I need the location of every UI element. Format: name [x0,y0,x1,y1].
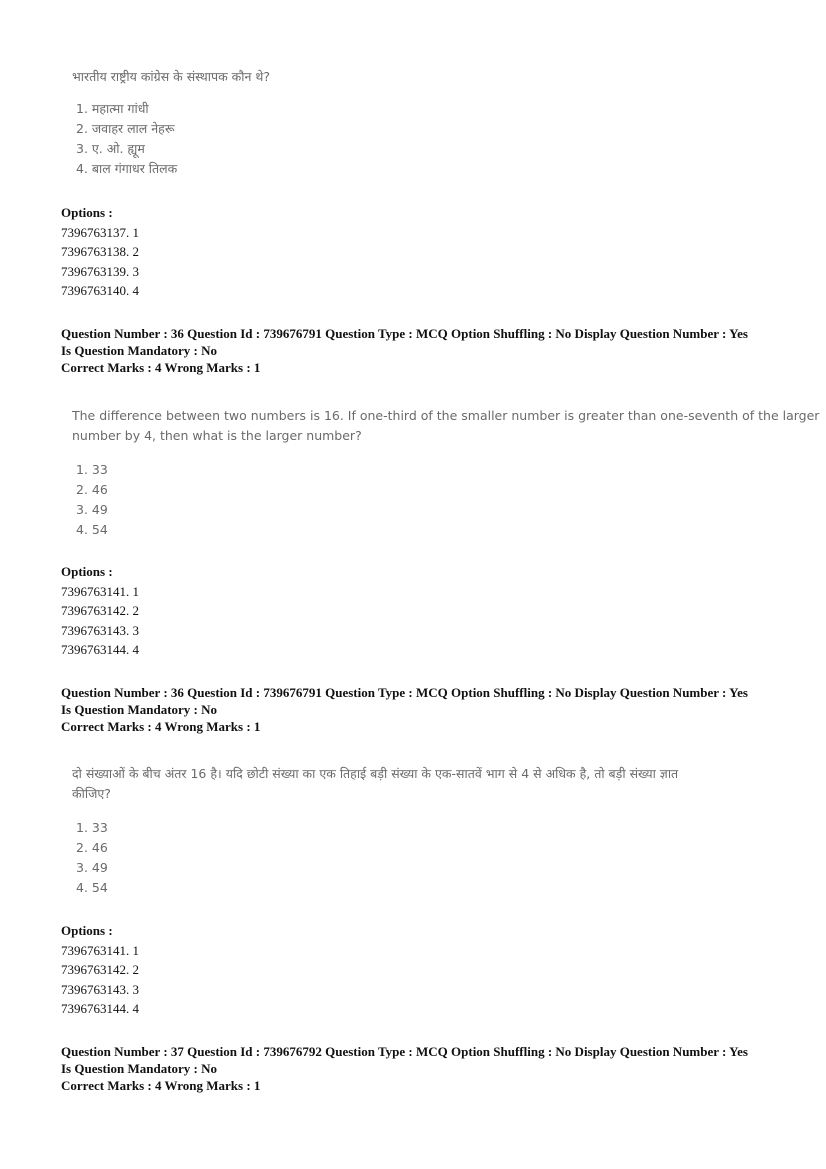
question-marks-line: Correct Marks : 4 Wrong Marks : 1 [61,1078,261,1093]
option-id-item: 7396763141. 1 [61,583,139,599]
choice-item: 3. 49 [76,502,108,517]
choice-list [72,99,270,179]
choice-item: 2. जवाहर लाल नेहरू [76,121,175,136]
options-heading: Options : [61,923,113,938]
options-heading: Options : [61,205,113,220]
question-meta-36a [61,326,781,377]
choice-item: 2. 46 [76,840,108,855]
question-meta-line: Is Question Mandatory : No [61,342,218,358]
choice-item: 1. महात्मा गांधी [76,101,149,116]
question-meta-36b [61,685,781,736]
question-stem: The difference between two numbers is 16. If one-third of the smaller number is greater than one-seventh of the larger [72,408,820,423]
choice-item: 2. 46 [76,482,108,497]
question-stem: कीजिए? [72,786,111,801]
question-image-english-36 [72,406,819,540]
choice-item: 3. ए. ओ. ह्यूम [76,141,145,156]
question-marks-line: Correct Marks : 4 Wrong Marks : 1 [61,360,261,375]
question-meta-line: Question Number : 36 Question Id : 739676791 Question Type : MCQ Option Shuffling : No Display Question Number : Yes [61,685,748,700]
choice-item: 4. 54 [76,522,108,537]
question-meta-line: Question Number : 37 Question Id : 739676792 Question Type : MCQ Option Shuffling : No Display Question Number : Yes [61,1044,748,1059]
option-id-item: 7396763144. 4 [61,1001,139,1016]
choice-item: 4. 54 [76,880,108,895]
option-id-item: 7396763142. 2 [61,603,139,618]
options-block-2 [61,562,139,660]
question-meta-line: Question Number : 36 Question Id : 739676791 Question Type : MCQ Option Shuffling : No Display Question Number : Yes [61,326,748,341]
choice-list [72,460,819,540]
options-block-3 [61,921,139,1019]
option-id-item: 7396763143. 3 [61,981,139,997]
option-id-item: 7396763142. 2 [61,962,139,977]
option-id-item: 7396763137. 1 [61,224,139,240]
question-stem: number by 4, then what is the larger number? [72,428,362,443]
question-image-hindi-1 [72,67,270,179]
options-heading: Options : [61,564,113,579]
option-id-item: 7396763143. 3 [61,622,139,638]
question-marks-line: Correct Marks : 4 Wrong Marks : 1 [61,719,261,734]
question-stem: भारतीय राष्ट्रीय कांग्रेस के संस्थापक कौन थे? [72,69,271,84]
option-id-item: 7396763139. 3 [61,263,139,279]
choice-list [72,818,678,898]
option-id-item: 7396763140. 4 [61,283,139,298]
question-stem: दो संख्याओं के बीच अंतर 16 है। यदि छोटी संख्या का एक तिहाई बड़ी संख्या के एक-सातवें भाग से 4 से अधिक है, तो बड़ी संख्या ज्ञात [72,766,679,781]
question-meta-line: Is Question Mandatory : No [61,1060,218,1076]
choice-item: 3. 49 [76,860,108,875]
options-block-1 [61,203,139,301]
question-meta-37 [61,1044,781,1095]
choice-item: 1. 33 [76,462,108,477]
question-meta-line: Is Question Mandatory : No [61,701,218,717]
question-image-hindi-36 [72,764,678,898]
option-id-item: 7396763144. 4 [61,642,139,657]
option-id-item: 7396763141. 1 [61,942,139,958]
choice-item: 1. 33 [76,820,108,835]
option-id-item: 7396763138. 2 [61,244,139,259]
choice-item: 4. बाल गंगाधर तिलक [76,161,178,176]
